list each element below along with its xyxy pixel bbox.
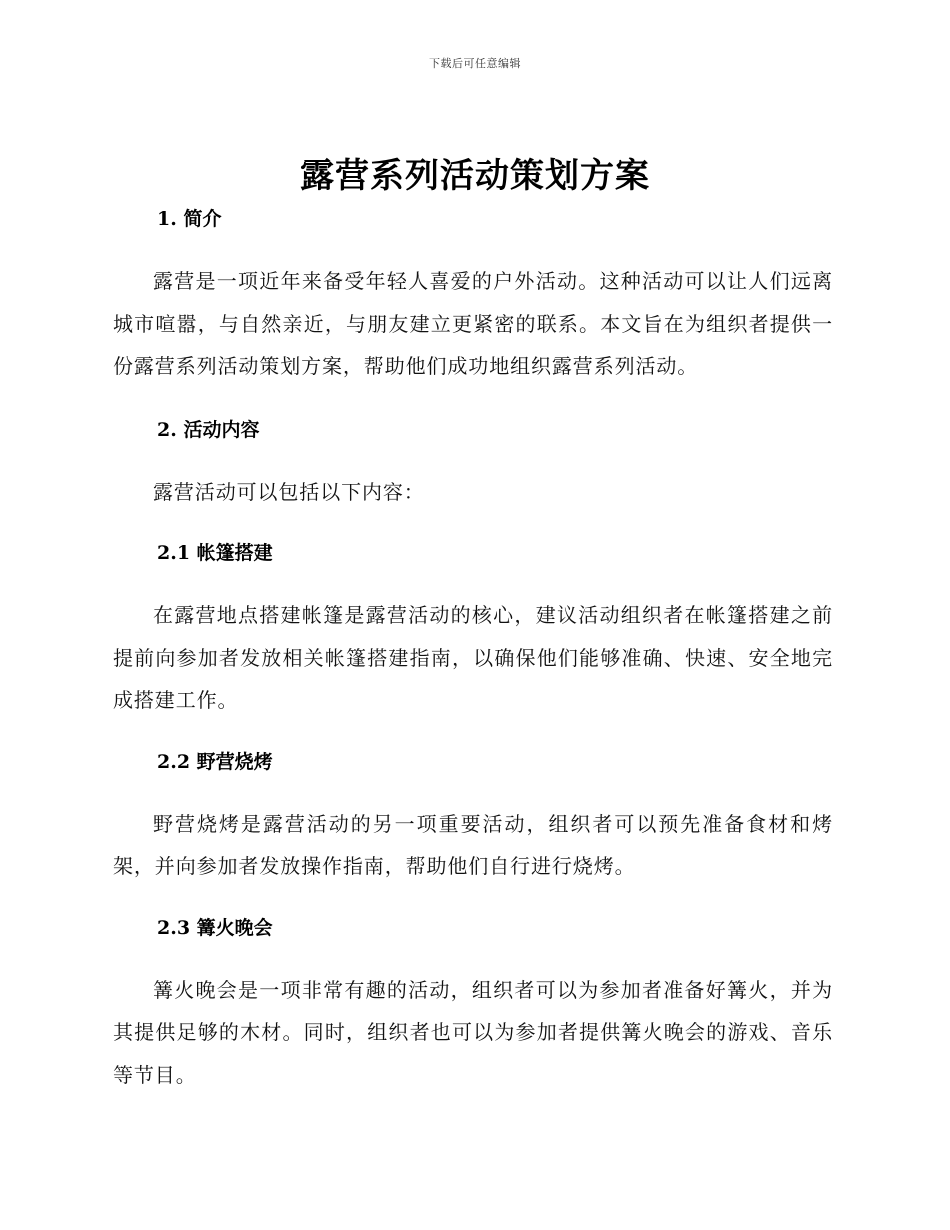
document-body: [113, 204, 833, 1096]
header-note: 下载后可任意编辑: [429, 57, 521, 70]
section-paragraph-barbecue: 野营烧烤是露营活动的另一项重要活动，组织者可以预先准备食材和烤架，并向参加者发放操作指南，帮助他们自行进行烧烤。: [113, 811, 833, 878]
document-title: 露营系列活动策划方案: [300, 156, 650, 196]
section-heading-barbecue: 2.2 野营烧烤: [157, 750, 273, 773]
section-heading-bonfire: 2.3 篝火晚会: [157, 916, 273, 939]
section-paragraph-activities: 露营活动可以包括以下内容：: [153, 479, 425, 504]
section-paragraph-intro: 露营是一项近年来备受年轻人喜爱的户外活动。这种活动可以让人们远离城市喧嚣，与自然亲近，与朋友建立更紧密的联系。本文旨在为组织者提供一份露营系列活动策划方案，帮助他们成功地组织露营系列活动。: [113, 269, 833, 378]
section-paragraph-tent-setup: 在露营地点搭建帐篷是露营活动的核心，建议活动组织者在帐篷搭建之前提前向参加者发放相关帐篷搭建指南，以确保他们能够准确、快速、安全地完成搭建工作。: [113, 603, 833, 712]
section-heading-intro: 1. 简介: [157, 208, 222, 230]
section-paragraph-bonfire: 篝火晚会是一项非常有趣的活动，组织者可以为参加者准备好篝火，并为其提供足够的木材。同时，组织者也可以为参加者提供篝火晚会的游戏、音乐等节目。: [113, 977, 833, 1087]
section-heading-tent-setup: 2.1 帐篷搭建: [157, 542, 273, 564]
section-heading-activities: 2. 活动内容: [157, 418, 260, 441]
